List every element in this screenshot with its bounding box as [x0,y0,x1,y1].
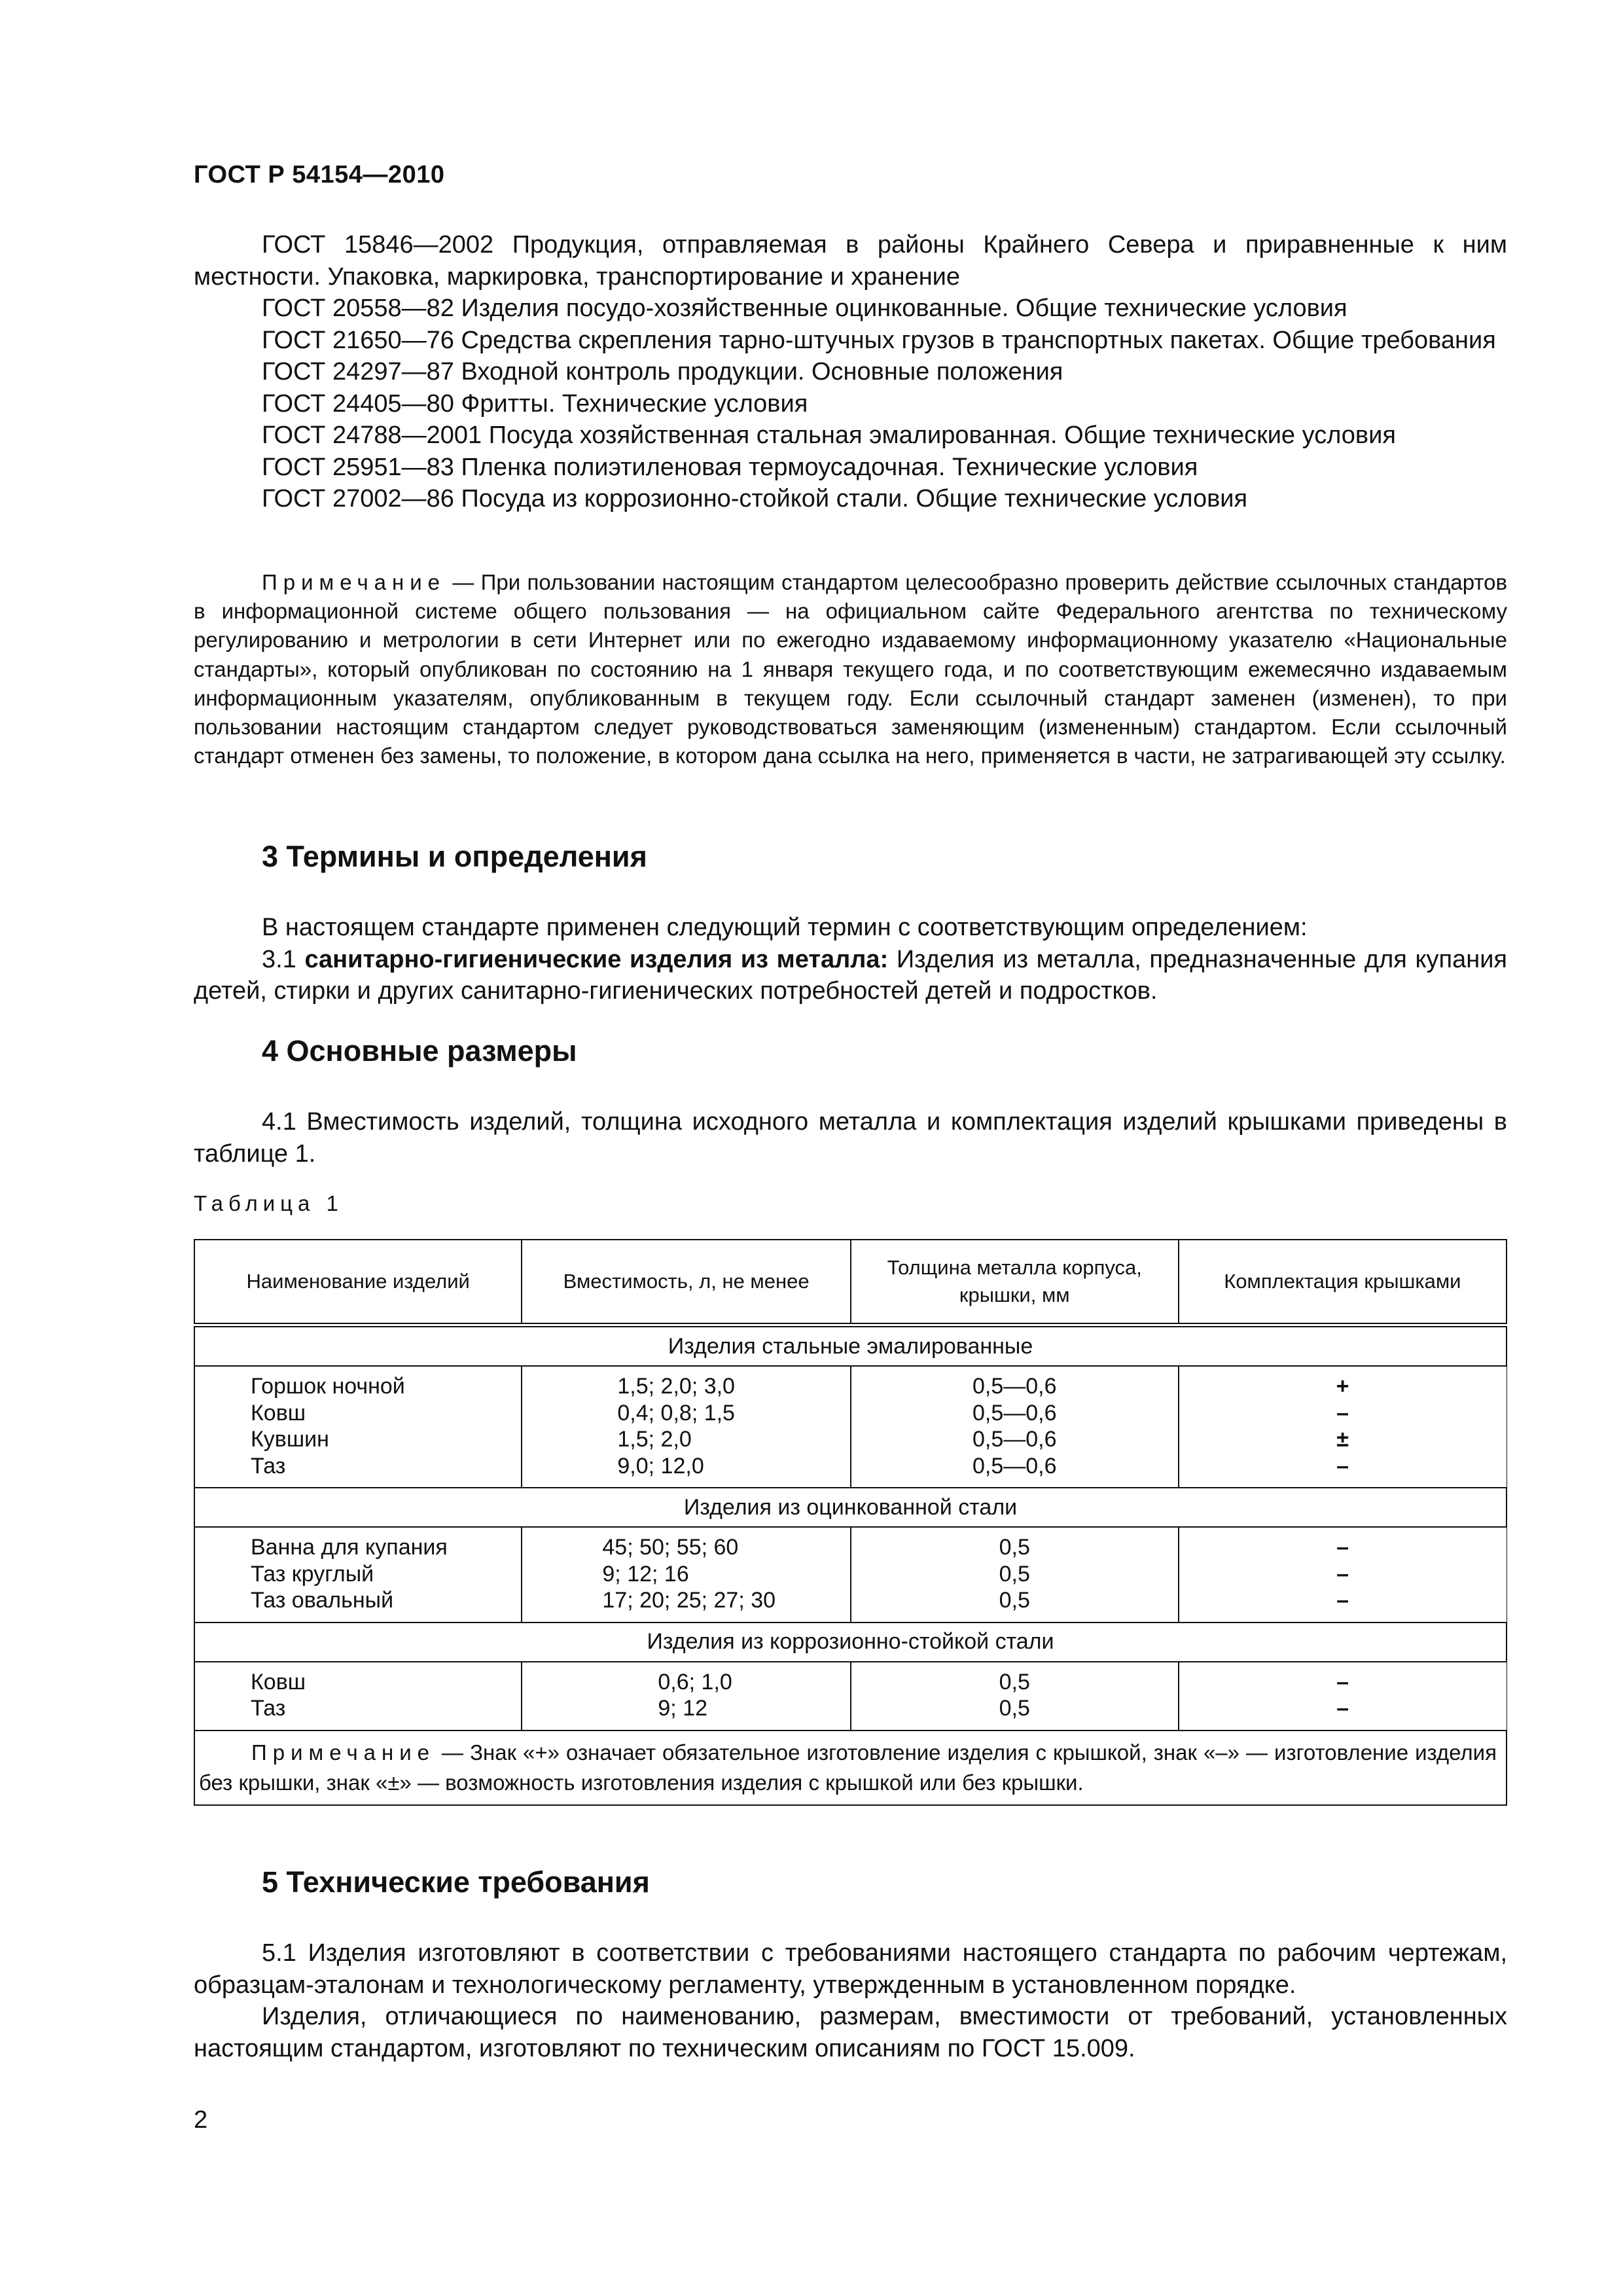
reference-item: ГОСТ 24788—2001 Посуда хозяйственная стальная эмалированная. Общие технические условия [262,422,1396,449]
table-cell-lid [1179,1527,1507,1623]
table-data-row [194,1366,1507,1488]
cell-line-thickness: 0,5 [999,1696,1030,1721]
section-4-para: 4.1 Вместимость изделий, толщина исходного металла и комплектация изделий крышками приведены в таблице 1. [194,1108,1507,1168]
table-cell-thickness [851,1366,1179,1488]
cell-line-lid: – [1336,1561,1349,1587]
note-label: Примечание [262,570,446,594]
table-group-row [194,1488,1507,1527]
cell-line-capacity: 17; 20; 25; 27; 30 [602,1588,776,1613]
term-name: санитарно-гигиенические изделия из металла: [304,945,889,973]
table-cell-name [194,1527,522,1623]
section-4-body [194,1106,1507,1170]
reference-item: ГОСТ 20558—82 Изделия посудо-хозяйственные оцинкованные. Общие технические условия [262,295,1347,322]
table-group-title: Изделия из оцинкованной стали [194,1488,1507,1527]
term-definition-text: Изделия из металла, предназначенные для купания детей, стирки и других санитарно-гигиенических потребностей детей и подростков. [194,945,1508,1005]
term-number: 3.1 [262,945,305,973]
table-cell-lid [1179,1366,1507,1488]
table-group-title: Изделия из коррозионно-стойкой стали [194,1623,1507,1662]
cell-line-thickness: 0,5—0,6 [972,1427,1057,1452]
cell-line-name: Таз [251,1453,286,1479]
table-cell-capacity [522,1366,850,1488]
cell-line-capacity: 1,5; 2,0 [617,1427,692,1452]
cell-line-thickness: 0,5—0,6 [972,1453,1057,1479]
table-note-row [194,1731,1507,1805]
table-group-title: Изделия стальные эмалированные [194,1325,1507,1367]
section-3-intro: В настоящем стандарте применен следующий термин с соответствующим определением: [262,914,1308,941]
page-number: 2 [194,2106,208,2134]
reference-item: ГОСТ 25951—83 Пленка полиэтиленовая термоусадочная. Технические условия [262,453,1198,481]
table-cell-thickness [851,1662,1179,1731]
table-1 [194,1239,1507,1806]
section-3-body [194,912,1507,1007]
section-5-para: Изделия, отличающиеся по наименованию, размерам, вместимости от требований, установленных настоящим стандартом, изготовляют по техническим описаниям по ГОСТ 15.009. [194,2003,1507,2062]
reference-item: ГОСТ 27002—86 Посуда из коррозионно-стойкой стали. Общие технические условия [262,485,1248,512]
cell-line-capacity: 1,5; 2,0; 3,0 [617,1374,735,1399]
cell-line-lid: – [1336,1696,1349,1721]
column-header-lids: Комплектация крышками [1179,1240,1507,1325]
table-data-row [194,1527,1507,1623]
cell-line-capacity: 9,0; 12,0 [617,1453,704,1479]
column-header-capacity: Вместимость, л, не менее [522,1240,850,1325]
cell-line-name: Таз [251,1696,286,1721]
cell-line-thickness: 0,5 [999,1535,1030,1560]
section-3-heading: 3 Термины и определения [262,840,647,873]
cell-line-lid: ± [1336,1427,1349,1452]
cell-line-name: Таз овальный [251,1588,394,1613]
reference-item: ГОСТ 24297—87 Входной контроль продукции. Основные положения [262,358,1063,386]
cell-line-capacity: 45; 50; 55; 60 [602,1535,739,1560]
table-note-label: Примечание [251,1740,436,1765]
table-note-text: — Знак «+» означает обязательное изготовление изделия с крышкой, знак «–» — изготовление изделия без крышки, знак «±» — возможность изготовления изделия с крышкой или без крышки. [199,1740,1497,1795]
cell-line-capacity: 9; 12; 16 [602,1561,689,1587]
table-cell-capacity [522,1527,850,1623]
term-definition [194,944,1507,1007]
cell-line-capacity: 9; 12 [658,1696,708,1721]
column-header-thickness: Толщина металла корпуса, крышки, мм [851,1240,1179,1325]
references-note [194,568,1507,770]
reference-item: ГОСТ 15846—2002 Продукция, отправляемая в районы Крайнего Севера и приравненные к ним местности. Упаковка, маркировка, транспортирование и хранение [194,231,1507,291]
table-note [194,1731,1507,1805]
table-cell-name [194,1366,522,1488]
cell-line-thickness: 0,5 [999,1561,1030,1587]
normative-references-list [194,229,1507,515]
section-5-body [194,1937,1507,2064]
cell-line-thickness: 0,5—0,6 [972,1374,1057,1399]
cell-line-thickness: 0,5 [999,1588,1030,1613]
cell-line-capacity: 0,6; 1,0 [658,1669,732,1695]
cell-line-lid: – [1336,1588,1349,1613]
table-group-row [194,1623,1507,1662]
table-data-row [194,1662,1507,1731]
table-caption: Таблица 1 [194,1191,344,1215]
cell-line-lid: – [1336,1453,1349,1479]
column-header-name: Наименование изделий [194,1240,522,1325]
cell-line-thickness: 0,5 [999,1669,1030,1695]
cell-line-name: Горшок ночной [251,1374,405,1399]
cell-line-lid: – [1336,1669,1349,1695]
table-cell-thickness [851,1527,1179,1623]
cell-line-name: Таз круглый [251,1561,374,1587]
cell-line-name: Ванна для купания [251,1535,448,1560]
table-cell-capacity [522,1662,850,1731]
cell-line-name: Кувшин [251,1427,329,1452]
cell-line-name: Ковш [251,1669,306,1695]
section-5-para: 5.1 Изделия изготовляют в соответствии с требованиями настоящего стандарта по рабочим чертежам, образцам-эталонам и технологическому регламенту, утвержденным в установленном порядке. [194,1939,1507,1999]
document-header: ГОСТ Р 54154—2010 [194,161,445,188]
cell-line-name: Ковш [251,1400,306,1426]
cell-line-capacity: 0,4; 0,8; 1,5 [617,1400,735,1426]
section-5-heading: 5 Технические требования [262,1865,650,1899]
reference-item: ГОСТ 24405—80 Фритты. Технические условия [262,389,808,418]
cell-line-lid: – [1336,1400,1349,1426]
cell-line-thickness: 0,5—0,6 [972,1400,1057,1426]
cell-line-lid: + [1336,1374,1349,1399]
reference-item: ГОСТ 21650—76 Средства скрепления тарно-штучных грузов в транспортных пакетах. Общие требования [262,326,1496,354]
table-header-row [194,1240,1507,1325]
table-group-row [194,1325,1507,1367]
note-dash: — [446,570,481,594]
cell-line-lid: – [1336,1535,1349,1560]
section-4-heading: 4 Основные размеры [262,1034,577,1067]
table-cell-lid [1179,1662,1507,1731]
note-text: При пользовании настоящим стандартом целесообразно проверить действие ссылочных стандартов в информационной системе общего пользования — на официальном сайте Федерального агентства по техническому регулированию и метрологии в сети Интернет или по ежегодно издаваемому информационному указателю «Национальные стандарты», который опубликован по состоянию на 1 января текущего года, и по соответствующим ежемесячно издаваемым информационным указателям, опубликованным в текущем году. Если ссылочный стандарт заменен (изменен), то при пользовании настоящим стандартом следует руководствоваться заменяющим (измененным) стандартом. Если ссылочный стандарт отменен без замены, то положение, в котором дана ссылка на него, применяется в части, не затрагивающей эту ссылку. [194,570,1507,768]
table-cell-name [194,1662,522,1731]
